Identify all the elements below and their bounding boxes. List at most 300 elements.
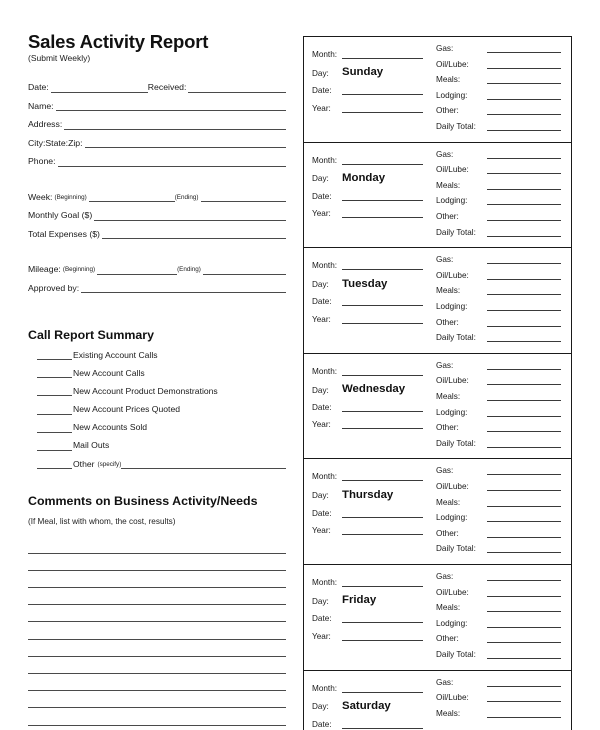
month-label: Month: [312,577,338,587]
year-label: Year: [312,209,331,219]
month-label: Month: [312,261,338,271]
call-report-item [28,405,286,415]
expense-other-row [436,317,561,327]
month-input[interactable] [342,260,423,270]
year-input[interactable] [342,208,423,218]
comments-note: (If Meal, list with whom, the cost, results) [28,516,176,526]
name-input[interactable] [56,101,286,111]
date-input[interactable] [342,508,423,518]
week-label: Week: [28,191,53,202]
call-report-item-label: Other [73,458,95,469]
date-label: Date: [312,297,332,307]
date-received-row [28,83,286,93]
day-left-fields [304,568,432,668]
call-report-count-input[interactable] [37,368,72,378]
day-label: Day: [312,596,329,606]
expense-other-row [436,211,561,221]
oil-lube-input[interactable] [487,692,561,702]
day-name: Saturday [342,699,391,712]
day-label: Day: [312,385,329,395]
lodging-input[interactable] [487,512,561,522]
mileage-row [28,265,286,275]
other-label: Other: [436,634,459,644]
lodging-input[interactable] [487,618,561,628]
total-expenses-input[interactable] [102,229,286,239]
day-date-row [312,613,432,623]
other-input[interactable] [487,105,561,115]
date-input[interactable] [342,85,423,95]
daily-total-input[interactable] [487,649,561,659]
week-row [28,192,286,202]
day-year-row [312,631,432,641]
spacer-after-phone [28,175,286,192]
day-block-friday [304,565,571,671]
day-block-thursday [304,459,571,565]
name-label: Name: [28,100,54,111]
meals-label: Meals: [436,603,461,613]
expense-daily-total-row [436,543,561,553]
other-label: Other: [436,106,459,116]
address-input[interactable] [64,120,286,130]
oil-lube-label: Oil/Lube: [436,693,469,703]
expense-other-row [436,105,561,115]
gas-label: Gas: [436,149,454,159]
month-input[interactable] [342,49,423,59]
day-name: Wednesday [342,383,406,396]
comments-heading: Comments on Business Activity/Needs [28,494,258,509]
day-name-row [312,489,432,500]
day-block-sunday [304,37,571,143]
year-input[interactable] [342,314,423,324]
other-input[interactable] [487,317,561,327]
meals-input[interactable] [487,391,561,401]
expense-oil-lube-row [436,59,561,69]
call-report-item [28,350,286,360]
date-input[interactable] [342,191,423,201]
gas-input[interactable] [487,43,561,53]
oil-lube-input[interactable] [487,270,561,280]
expense-meals-row [436,497,561,507]
oil-lube-input[interactable] [487,481,561,491]
approved-by-label: Approved by: [28,282,80,293]
call-report-specify-note: (specify) [97,460,122,468]
call-report-count-input[interactable] [37,386,72,396]
date-label: Date: [312,719,332,729]
approved-by-row [28,283,286,293]
comment-line[interactable] [28,674,286,691]
call-report-other-input[interactable] [121,459,286,469]
expense-gas-row [436,360,561,370]
day-name: Tuesday [342,277,388,290]
oil-lube-label: Oil/Lube: [436,165,469,175]
expense-gas-row [436,465,561,475]
day-left-fields [304,357,432,457]
expense-meals-row [436,391,561,401]
day-month-row [312,471,432,481]
other-label: Other: [436,317,459,327]
date-input[interactable] [342,296,423,306]
expense-meals-row [436,74,561,84]
day-month-row [312,260,432,270]
week-beginning-input[interactable] [89,192,175,202]
meals-input[interactable] [487,602,561,612]
daily-total-label: Daily Total: [436,333,476,343]
received-input[interactable] [188,83,286,93]
month-input[interactable] [342,366,423,376]
spacer-after-expenses [28,248,286,265]
lodging-label: Lodging: [436,407,468,417]
expense-oil-lube-row [436,375,561,385]
year-input[interactable] [342,525,423,535]
date-label: Date: [312,86,332,96]
date-label: Date: [312,614,332,624]
daily-total-input[interactable] [487,438,561,448]
day-expense-fields [432,568,571,668]
date-label: Date: [312,402,332,412]
expense-gas-row [436,43,561,53]
oil-lube-input[interactable] [487,587,561,597]
call-report-item-label: New Accounts Sold [73,422,148,433]
expense-other-row [436,422,561,432]
day-date-row [312,719,432,729]
gas-label: Gas: [436,466,454,476]
gas-label: Gas: [436,255,454,265]
gas-label: Gas: [436,677,454,687]
expense-meals-row [436,602,561,612]
call-report-count-input[interactable] [37,441,72,451]
gas-label: Gas: [436,360,454,370]
meals-input[interactable] [487,708,561,718]
expense-daily-total-row [436,438,561,448]
month-input[interactable] [342,155,423,165]
month-input[interactable] [342,683,423,693]
other-input[interactable] [487,422,561,432]
week-ending-input[interactable] [201,192,287,202]
expense-oil-lube-row [436,164,561,174]
address-row [28,120,286,130]
call-report-item-label: New Account Product Demonstrations [73,385,218,396]
gas-input[interactable] [487,571,561,581]
day-name: Thursday [342,488,394,501]
day-expense-fields [432,357,571,457]
call-report-list [28,350,286,469]
expense-meals-row [436,285,561,295]
expense-lodging-row [436,618,561,628]
monthly-goal-row [28,211,286,221]
day-name-row [312,172,432,183]
comment-line[interactable] [28,554,286,571]
month-label: Month: [312,155,338,165]
mileage-ending-input[interactable] [203,265,286,275]
daily-total-input[interactable] [487,121,561,131]
meals-label: Meals: [436,391,461,401]
expense-gas-row [436,571,561,581]
other-input[interactable] [487,528,561,538]
day-month-row [312,577,432,587]
city-state-zip-label: City:State:Zip: [28,137,83,148]
day-label: Day: [312,279,329,289]
day-month-row [312,683,432,693]
call-report-count-input[interactable] [37,423,72,433]
year-label: Year: [312,525,331,535]
name-row [28,101,286,111]
month-input[interactable] [342,577,423,587]
gas-input[interactable] [487,360,561,370]
gas-label: Gas: [436,43,454,53]
meals-input[interactable] [487,180,561,190]
day-date-row [312,296,432,306]
day-name-row [312,700,432,711]
address-label: Address: [28,119,63,130]
call-report-item-label: Mail Outs [73,440,110,451]
expense-gas-row [436,149,561,159]
meals-label: Meals: [436,75,461,85]
day-label: Day: [312,174,329,184]
day-left-fields [304,40,432,140]
day-name-row [312,278,432,289]
comments-lines [28,537,286,730]
oil-lube-label: Oil/Lube: [436,587,469,597]
day-block-saturday [304,671,571,730]
day-expense-fields [432,674,571,730]
daily-log-column [303,36,572,730]
daily-total-input[interactable] [487,543,561,553]
daily-total-label: Daily Total: [436,121,476,131]
day-name: Monday [342,171,386,184]
gas-input[interactable] [487,254,561,264]
comment-line[interactable] [28,691,286,708]
comment-line[interactable] [28,708,286,725]
approved-by-input[interactable] [81,283,286,293]
day-name-row [312,594,432,605]
expense-other-row [436,633,561,643]
lodging-input[interactable] [487,407,561,417]
call-report-item [28,368,286,378]
comment-line[interactable] [28,622,286,639]
day-expense-fields [432,40,571,140]
phone-label: Phone: [28,156,56,167]
other-label: Other: [436,211,459,221]
expense-oil-lube-row [436,587,561,597]
day-month-row [312,49,432,59]
day-left-fields [304,146,432,246]
year-input[interactable] [342,103,423,113]
spacer-before-call-report [28,302,286,328]
day-label: Day: [312,702,329,712]
month-label: Month: [312,472,338,482]
day-date-row [312,85,432,95]
meals-label: Meals: [436,708,461,718]
meals-label: Meals: [436,286,461,296]
day-expense-fields [432,462,571,562]
expense-daily-total-row [436,121,561,131]
daily-total-label: Daily Total: [436,438,476,448]
monthly-goal-label: Monthly Goal ($) [28,210,93,221]
day-name: Sunday [342,66,384,79]
gas-input[interactable] [487,677,561,687]
monthly-goal-input[interactable] [94,211,286,221]
call-report-count-input[interactable] [37,405,72,415]
year-input[interactable] [342,631,423,641]
expense-lodging-row [436,90,561,100]
total-expenses-row [28,229,286,239]
week-ending-label: (Ending) [174,193,199,201]
received-label: Received: [147,82,187,93]
day-name: Friday [342,594,377,607]
expense-daily-total-row [436,649,561,659]
call-report-count-input[interactable] [37,350,72,360]
month-input[interactable] [342,471,423,481]
meals-input[interactable] [487,285,561,295]
day-month-row [312,155,432,165]
day-expense-fields [432,146,571,246]
call-report-item-label: New Account Prices Quoted [73,404,180,415]
expense-lodging-row [436,407,561,417]
date-input[interactable] [342,402,423,412]
daily-total-input[interactable] [487,227,561,237]
comment-line[interactable] [28,588,286,605]
day-name-row [312,66,432,77]
mileage-beginning-input[interactable] [97,265,177,275]
expense-gas-row [436,677,561,687]
call-report-heading: Call Report Summary [28,327,155,342]
expense-oil-lube-row [436,692,561,702]
meals-input[interactable] [487,74,561,84]
lodging-label: Lodging: [436,301,468,311]
oil-lube-input[interactable] [487,375,561,385]
day-block-monday [304,143,571,249]
oil-lube-label: Oil/Lube: [436,59,469,69]
day-left-fields [304,251,432,351]
gas-label: Gas: [436,571,454,581]
oil-lube-input[interactable] [487,59,561,69]
expense-daily-total-row [436,227,561,237]
other-input[interactable] [487,211,561,221]
year-label: Year: [312,420,331,430]
other-label: Other: [436,423,459,433]
daily-total-label: Daily Total: [436,227,476,237]
daily-total-input[interactable] [487,332,561,342]
day-left-fields [304,674,432,730]
lodging-label: Lodging: [436,196,468,206]
meals-label: Meals: [436,497,461,507]
call-report-count-input[interactable] [37,459,72,469]
city-state-zip-input[interactable] [85,138,286,148]
day-left-fields [304,462,432,562]
day-date-row [312,191,432,201]
meals-label: Meals: [436,180,461,190]
call-report-item-label: Existing Account Calls [73,349,158,360]
spacer-before-comments [28,477,286,494]
date-label: Date: [312,508,332,518]
call-report-item-other [28,459,286,469]
expense-gas-row [436,254,561,264]
year-input[interactable] [342,419,423,429]
day-date-row [312,508,432,518]
day-year-row [312,208,432,218]
comment-line[interactable] [28,605,286,622]
expense-meals-row [436,708,561,718]
phone-input[interactable] [58,157,286,167]
lodging-input[interactable] [487,301,561,311]
call-report-item [28,386,286,396]
week-beginning-label: (Beginning) [54,193,87,201]
lodging-label: Lodging: [436,90,468,100]
call-report-item-label: New Account Calls [73,367,145,378]
call-report-item [28,441,286,451]
daily-total-label: Daily Total: [436,544,476,554]
day-label: Day: [312,491,329,501]
date-input[interactable] [51,83,148,93]
lodging-input[interactable] [487,195,561,205]
day-year-row [312,314,432,324]
day-date-row [312,402,432,412]
total-expenses-label: Total Expenses ($) [28,228,100,239]
month-label: Month: [312,366,338,376]
call-report-item [28,423,286,433]
other-label: Other: [436,528,459,538]
oil-lube-label: Oil/Lube: [436,481,469,491]
day-year-row [312,103,432,113]
day-month-row [312,366,432,376]
expense-lodging-row [436,301,561,311]
day-block-wednesday [304,354,571,460]
day-block-tuesday [304,248,571,354]
day-label: Day: [312,68,329,78]
expense-daily-total-row [436,332,561,342]
mileage-label: Mileage: [28,264,61,275]
expense-lodging-row [436,195,561,205]
day-year-row [312,525,432,535]
mileage-ending-label: (Ending) [177,266,201,274]
mileage-beginning-label: (Beginning) [62,266,96,274]
day-year-row [312,419,432,429]
month-label: Month: [312,683,338,693]
year-label: Year: [312,314,331,324]
daily-total-label: Daily Total: [436,649,476,659]
comment-line[interactable] [28,537,286,554]
oil-lube-label: Oil/Lube: [436,270,469,280]
date-input[interactable] [342,719,423,729]
lodging-input[interactable] [487,90,561,100]
lodging-label: Lodging: [436,513,468,523]
meals-input[interactable] [487,497,561,507]
day-expense-fields [432,251,571,351]
comment-line[interactable] [28,640,286,657]
oil-lube-input[interactable] [487,164,561,174]
date-input[interactable] [342,613,423,623]
date-label: Date: [312,191,332,201]
page-title: Sales Activity Report [28,31,209,52]
comment-line[interactable] [28,726,286,730]
phone-row [28,157,286,167]
expense-oil-lube-row [436,481,561,491]
form-left-column [28,32,286,730]
gas-input[interactable] [487,465,561,475]
other-input[interactable] [487,633,561,643]
day-name-row [312,383,432,394]
gas-input[interactable] [487,149,561,159]
year-label: Year: [312,103,331,113]
date-label: Date: [28,82,49,93]
lodging-label: Lodging: [436,618,468,628]
expense-other-row [436,528,561,538]
comment-line[interactable] [28,571,286,588]
month-label: Month: [312,49,338,59]
page-subtitle: (Submit Weekly) [28,53,91,64]
expense-oil-lube-row [436,270,561,280]
comment-line[interactable] [28,657,286,674]
